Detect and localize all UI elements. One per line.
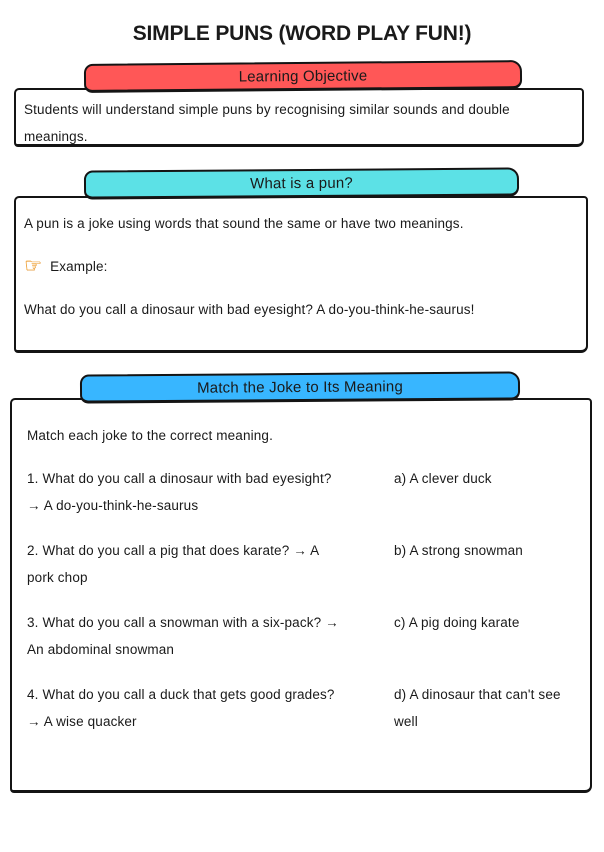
section-header-label: What is a pun? (250, 174, 353, 192)
section-header-label: Match the Joke to Its Meaning (196, 377, 404, 397)
answer-item-a: a) A clever duck (394, 471, 492, 486)
joke-item-4: 4. What do you call a duck that gets good grades? → A wise quacker (27, 687, 335, 729)
section-header-label: Learning Objective (238, 66, 368, 86)
learning-objective-text: Students will understand simple puns by recognising similar sounds and double meanings. (24, 102, 510, 144)
match-row (27, 681, 574, 735)
joke-item-3: 3. What do you call a snowman with a six-pack? → An abdominal snowman (27, 615, 339, 657)
example-label: Example: (50, 259, 108, 274)
matching-instruction: Match each joke to the correct meaning. (27, 428, 273, 443)
joke-item-1: 1. What do you call a dinosaur with bad eyesight? → A do-you-think-he-saurus (27, 471, 332, 513)
pointing-right-icon: ☞ (24, 255, 43, 277)
section-body-learning-objective (14, 88, 584, 147)
pun-definition-text: A pun is a joke using words that sound the same or have two meanings. (24, 216, 464, 231)
match-row (27, 537, 574, 591)
match-row (27, 465, 574, 519)
match-row (27, 609, 574, 663)
section-header-learning-objective (84, 60, 522, 93)
section-body-match-the-joke (10, 398, 592, 793)
section-body-what-is-a-pun (14, 196, 588, 353)
answer-item-d: d) A dinosaur that can't see well (394, 687, 561, 729)
section-header-what-is-a-pun (84, 167, 519, 199)
example-joke-text: What do you call a dinosaur with bad eyesight? A do-you-think-he-saurus! (24, 302, 475, 317)
example-line (24, 253, 576, 280)
answer-item-b: b) A strong snowman (394, 543, 523, 558)
joke-item-2: 2. What do you call a pig that does karate? → A pork chop (27, 543, 319, 585)
section-header-match-the-joke (80, 371, 520, 403)
page-title: SIMPLE PUNS (WORD PLAY FUN!) (132, 22, 472, 45)
answer-item-c: c) A pig doing karate (394, 615, 520, 630)
